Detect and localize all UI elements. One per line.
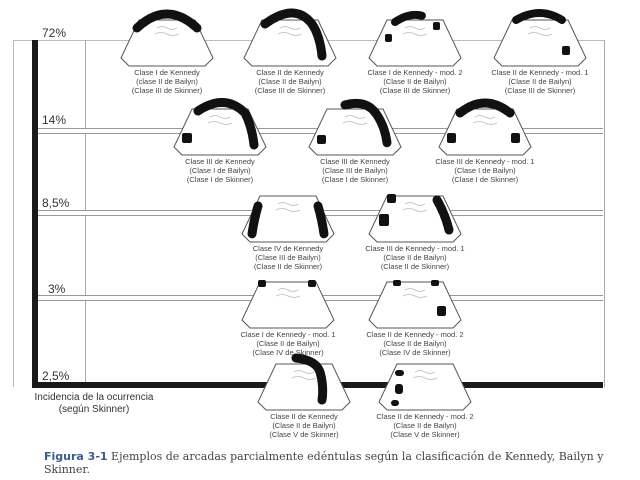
arch-label: (Clase III de Skinner) bbox=[131, 86, 203, 95]
arch-label: Clase I de Kennedy - mod. 2 bbox=[367, 68, 463, 77]
arch-label: Clase I de Kennedy bbox=[134, 68, 200, 77]
dental-arch-icon bbox=[365, 268, 465, 330]
arch-label: Clase III de Kennedy - mod. 1 bbox=[435, 157, 535, 166]
arch-label: (Clase I de Skinner) bbox=[321, 175, 389, 184]
dental-arch-icon bbox=[170, 95, 270, 157]
arch-label: (Clase III de Bailyn) bbox=[255, 253, 321, 262]
dental-arch-icon bbox=[240, 6, 340, 68]
axis-title bbox=[14, 392, 174, 416]
dental-arch-icon bbox=[435, 95, 535, 157]
arch-label: Clase II de Kennedy bbox=[270, 412, 338, 421]
arch-label: Clase II de Kennedy - mod. 1 bbox=[491, 68, 589, 77]
arch-label: (Clase I de Skinner) bbox=[451, 175, 519, 184]
arch-diagram bbox=[365, 268, 465, 357]
level-label: 3% bbox=[48, 282, 66, 296]
arch-label: Clase II de Kennedy - mod. 2 bbox=[376, 412, 474, 421]
arch-label: (Clase I de Bailyn) bbox=[189, 166, 251, 175]
arch-diagram bbox=[117, 6, 217, 95]
dental-arch-icon bbox=[375, 350, 475, 412]
arch-diagram bbox=[170, 95, 270, 184]
arch-label: (Clase II de Bailyn) bbox=[258, 77, 322, 86]
arch-diagram bbox=[365, 6, 465, 95]
dental-arch-icon bbox=[490, 6, 590, 68]
dental-arch-icon bbox=[238, 268, 338, 330]
dental-arch-icon bbox=[254, 350, 354, 412]
arch-diagram bbox=[240, 6, 340, 95]
arch-label: (clase II de Bailyn) bbox=[136, 77, 198, 86]
axis-title-line: Incidencia de la ocurrencia bbox=[34, 392, 154, 403]
dental-arch-icon bbox=[365, 182, 465, 244]
arch-label: Clase II de Kennedy bbox=[256, 68, 324, 77]
arch-label: Clase III de Kennedy - mod. 1 bbox=[365, 244, 465, 253]
level-label: 8,5% bbox=[42, 196, 70, 210]
arch-label: (Clase III de Bailyn) bbox=[322, 166, 388, 175]
arch-diagram bbox=[305, 95, 405, 184]
arch-label: (Clase II de Skinner) bbox=[253, 262, 323, 271]
arch-label: Clase I de Kennedy - mod. 1 bbox=[240, 330, 336, 339]
arch-diagram bbox=[238, 268, 338, 357]
arch-label: (Clase III de Skinner) bbox=[254, 86, 326, 95]
dental-arch-icon bbox=[117, 6, 217, 68]
arch-label: (Clase II de Bailyn) bbox=[383, 77, 447, 86]
figure-label: Figura 3-1 bbox=[44, 450, 108, 463]
arch-label: (Clase II de Bailyn) bbox=[256, 339, 320, 348]
dental-arch-icon bbox=[238, 182, 338, 244]
level-label: 14% bbox=[42, 113, 67, 127]
arch-label: (Clase III de Skinner) bbox=[504, 86, 576, 95]
arch-label: (Clase II de Skinner) bbox=[380, 262, 450, 271]
arch-label: (Clase I de Skinner) bbox=[186, 175, 254, 184]
dental-arch-icon bbox=[365, 6, 465, 68]
arch-label: (Clase IV de Skinner) bbox=[379, 348, 451, 357]
dental-arch-icon bbox=[305, 95, 405, 157]
figure-caption bbox=[44, 450, 634, 476]
caption-text: Ejemplos de arcadas parcialmente edéntulas según la clasificación de Kennedy, Bailyn y Skinner. bbox=[44, 450, 604, 476]
arch-label: Clase III de Kennedy bbox=[320, 157, 390, 166]
arch-label: (Clase V de Skinner) bbox=[390, 430, 460, 439]
arch-label: (Clase II de Bailyn) bbox=[272, 421, 336, 430]
arch-diagram bbox=[375, 350, 475, 439]
arch-label: (Clase IV de Skinner) bbox=[252, 348, 324, 357]
arch-label: (Clase III de Skinner) bbox=[379, 86, 451, 95]
arch-label: (Clase II de Bailyn) bbox=[393, 421, 457, 430]
arch-diagram bbox=[254, 350, 354, 439]
arch-label: Clase II de Kennedy - mod. 2 bbox=[366, 330, 464, 339]
level-label: 72% bbox=[42, 26, 67, 40]
arch-label: Clase III de Kennedy bbox=[185, 157, 255, 166]
arch-label: (Clase II de Bailyn) bbox=[383, 253, 447, 262]
arch-label: (Clase II de Bailyn) bbox=[383, 339, 447, 348]
arch-label: (Clase I de Bailyn) bbox=[454, 166, 516, 175]
axis-title-line: (según Skinner) bbox=[58, 404, 130, 415]
arch-diagram bbox=[238, 182, 338, 271]
arch-diagram bbox=[435, 95, 535, 184]
arch-label: (Clase V de Skinner) bbox=[269, 430, 339, 439]
arch-diagram bbox=[365, 182, 465, 271]
arch-label: (Clase II de Bailyn) bbox=[508, 77, 572, 86]
arch-label: Clase IV de Kennedy bbox=[252, 244, 324, 253]
arch-diagram bbox=[490, 6, 590, 95]
level-label: 2,5% bbox=[42, 369, 70, 383]
